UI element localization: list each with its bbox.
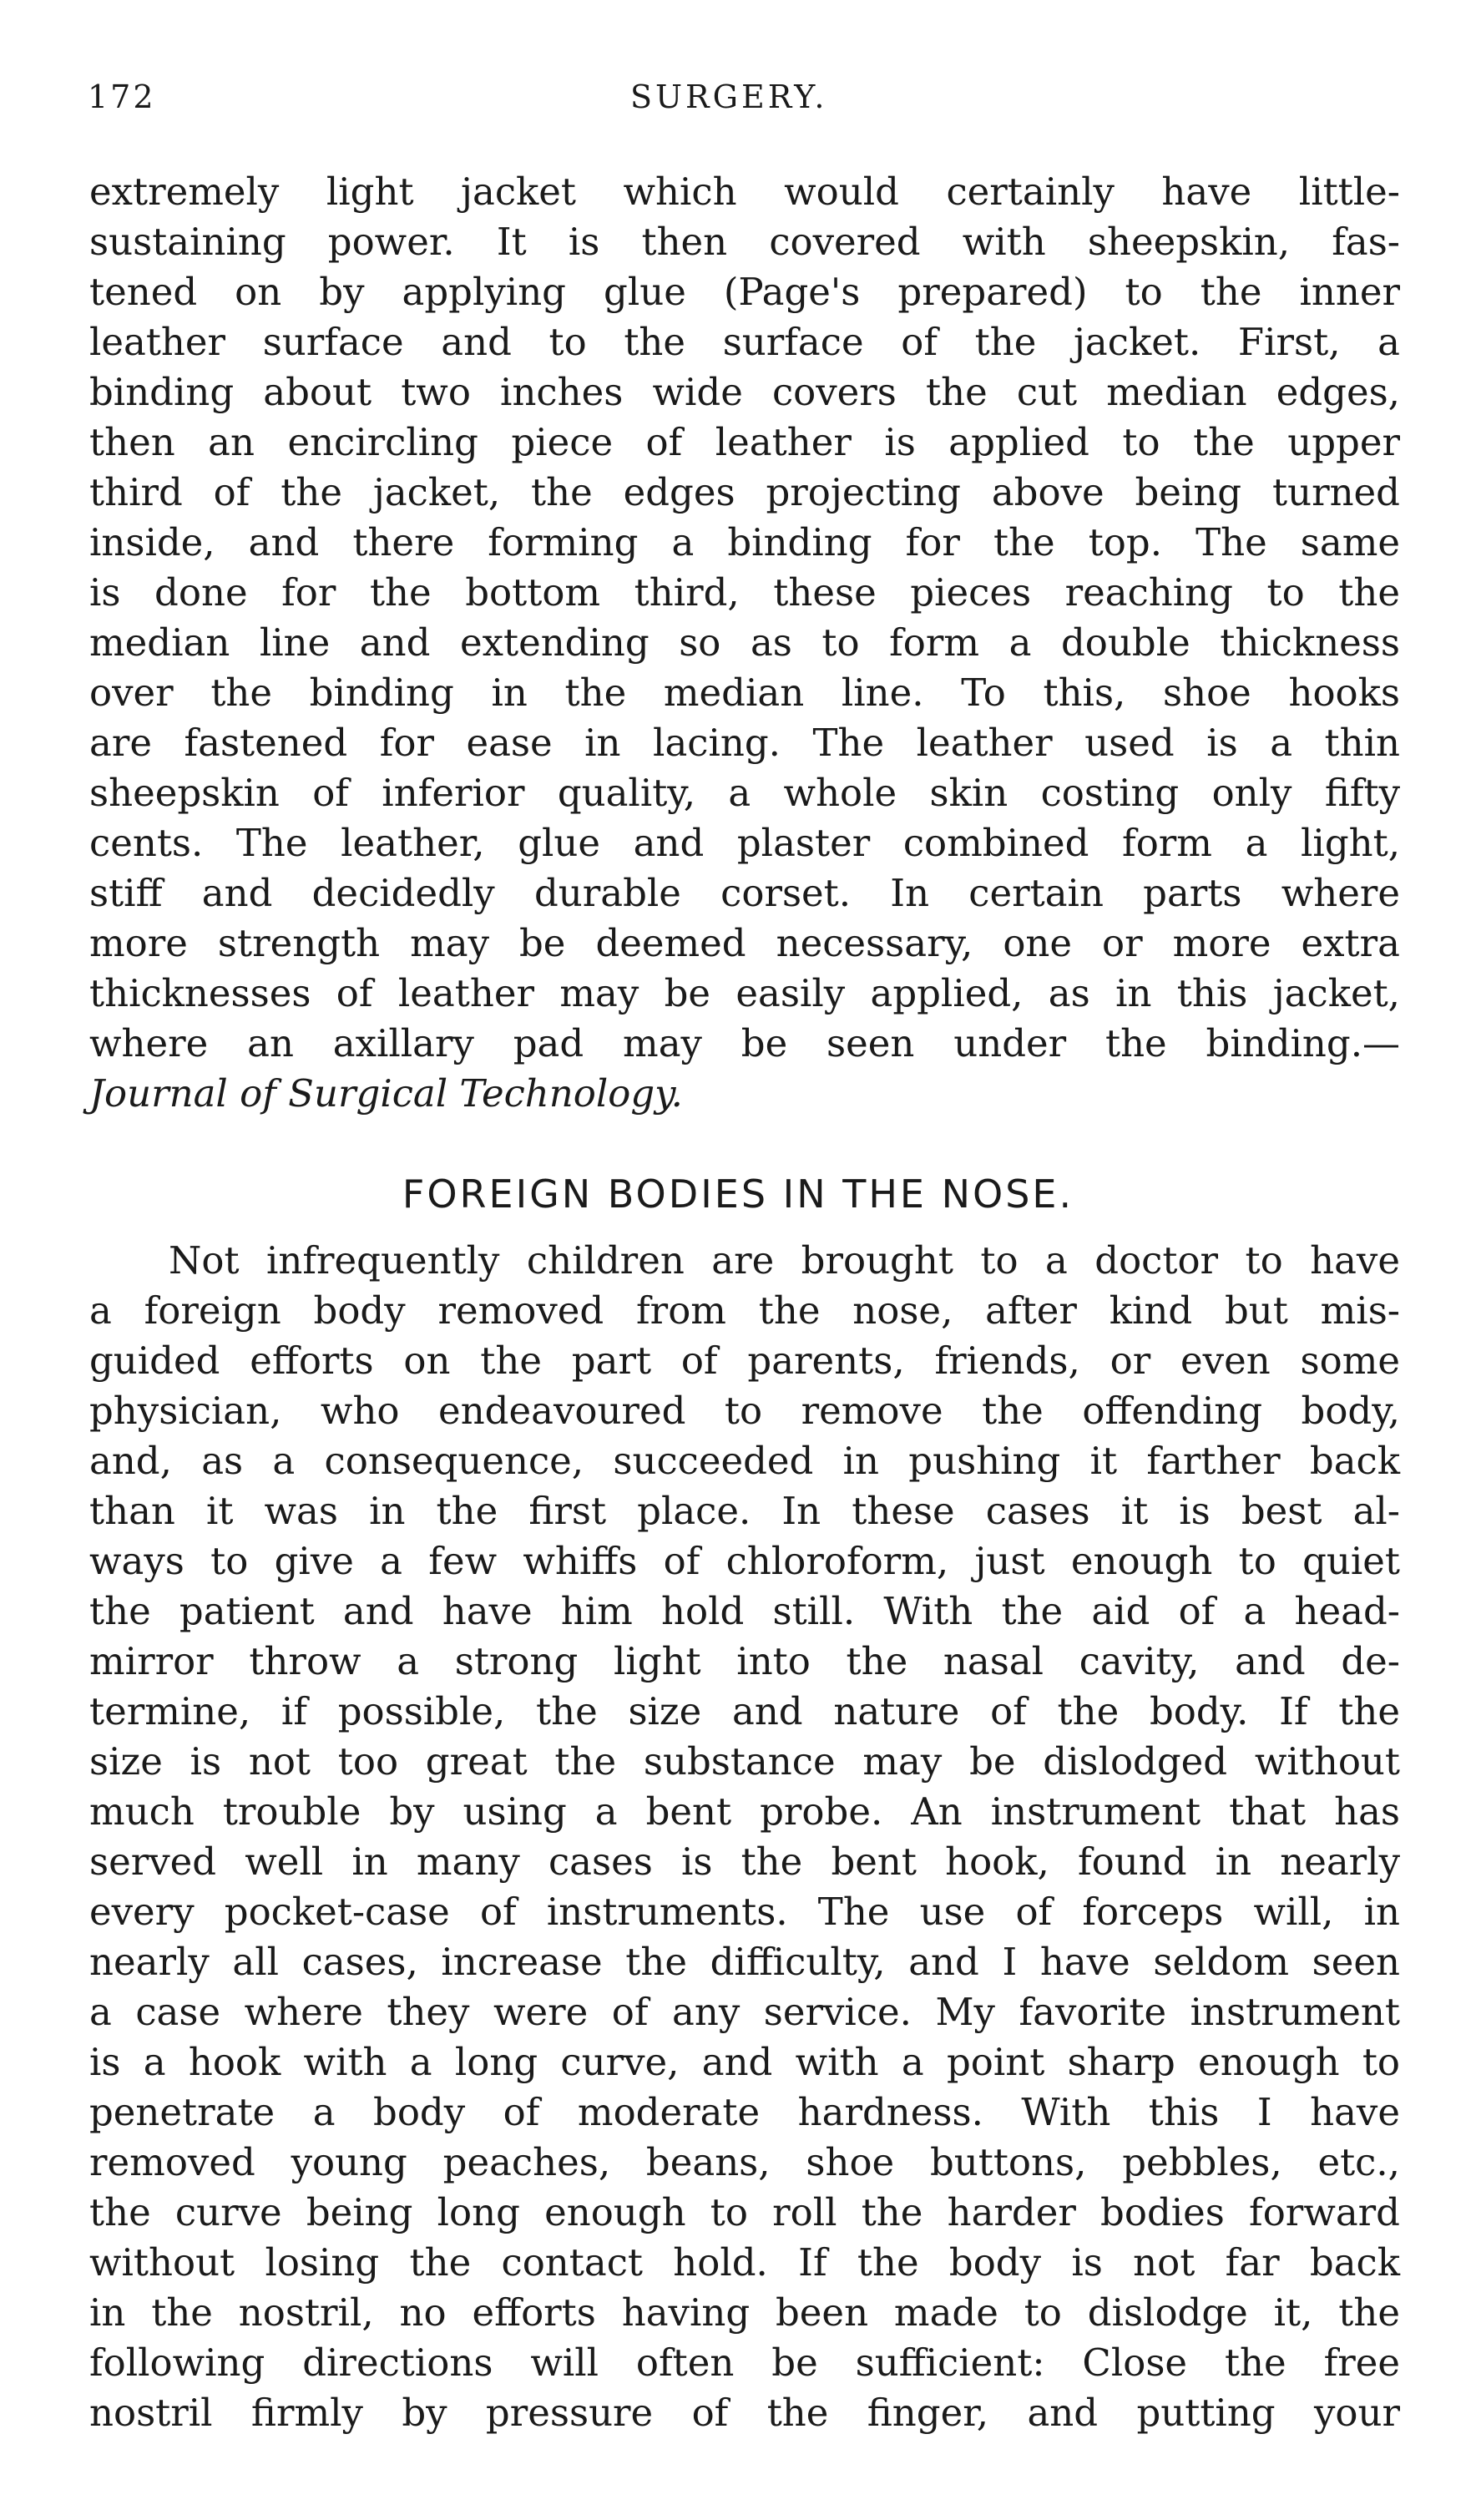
text-line: the curve being long enough to roll the harder bodies forward: [89, 2190, 1400, 2234]
text-line: are fastened for ease in lacing. The leather used is a thin: [89, 721, 1400, 765]
text-line: over the binding in the median line. To this, shoe hooks: [89, 670, 1400, 715]
text-line: where an axillary pad may be seen under the binding.—: [89, 1021, 1400, 1065]
text-line: thicknesses of leather may be easily applied, as in this jacket,: [89, 971, 1400, 1015]
text-line: sustaining power. It is then covered with sheepskin, fas-: [89, 220, 1400, 264]
text-line: Not infrequently children are brought to a doctor to have: [169, 1238, 1400, 1283]
text-line: than it was in the first place. In these cases it is best al-: [89, 1489, 1400, 1533]
text-line: sheepskin of inferior quality, a whole skin costing only fifty: [89, 771, 1400, 815]
text-line: every pocket-case of instruments. The use of forceps will, in: [89, 1890, 1400, 1934]
running-title: SURGERY.: [630, 78, 828, 115]
page-number: 172: [88, 78, 156, 115]
text-line: tened on by applying glue (Page's prepared) to the inner: [89, 270, 1400, 314]
text-line: physician, who endeavoured to remove the offending body,: [89, 1389, 1400, 1433]
running-head: [88, 78, 1423, 129]
text-line: inside, and there forming a binding for the top. The same: [89, 520, 1400, 564]
text-line: nearly all cases, increase the difficulty, and I have seldom seen: [89, 1940, 1400, 1984]
text-line: is a hook with a long curve, and with a point sharp enough to: [89, 2040, 1400, 2084]
paragraph-foreign-bodies: [89, 1236, 1400, 2438]
text-line: cents. The leather, glue and plaster combined form a light,: [89, 821, 1400, 865]
text-line: removed young peaches, beans, shoe buttons, pebbles, etc.,: [89, 2140, 1400, 2184]
text-line: the patient and have him hold still. With the aid of a head-: [89, 1589, 1400, 1633]
text-line: a foreign body removed from the nose, after kind but mis-: [89, 1288, 1400, 1333]
text-line: served well in many cases is the bent hook, found in nearly: [89, 1839, 1400, 1884]
text-line: without losing the contact hold. If the body is not far back: [89, 2240, 1400, 2285]
text-line: and, as a consequence, succeeded in pushing it farther back: [89, 1439, 1400, 1483]
text-line: is done for the bottom third, these pieces reaching to the: [89, 570, 1400, 615]
text-line: stiff and decidedly durable corset. In certain parts where: [89, 871, 1400, 915]
text-line: following directions will often be sufficient: Close the free: [89, 2340, 1400, 2385]
text-line: guided efforts on the part of parents, friends, or even some: [89, 1338, 1400, 1383]
text-line: mirror throw a strong light into the nasal cavity, and de-: [89, 1639, 1400, 1683]
source-citation: Journal of Surgical Technology.: [89, 1071, 683, 1116]
text-line: extremely light jacket which would certainly have little-: [89, 170, 1400, 214]
text-line: much trouble by using a bent probe. An instrument that has: [89, 1789, 1400, 1834]
text-line: more strength may be deemed necessary, one or more extra: [89, 921, 1400, 965]
text-line: ways to give a few whiffs of chloroform, just enough to quiet: [89, 1539, 1400, 1583]
text-line: a case where they were of any service. My favorite instrument: [89, 1990, 1400, 2034]
text-line: size is not too great the substance may be dislodged without: [89, 1739, 1400, 1784]
section-heading: FOREIGN BODIES IN THE NOSE.: [402, 1171, 1074, 1217]
text-line: in the nostril, no efforts having been made to dislodge it, the: [89, 2290, 1400, 2335]
text-line: then an encircling piece of leather is applied to the upper: [89, 420, 1400, 464]
text-line: termine, if possible, the size and nature of the body. If the: [89, 1689, 1400, 1733]
text-line: binding about two inches wide covers the cut median edges,: [89, 370, 1400, 414]
text-line: third of the jacket, the edges projecting above being turned: [89, 470, 1400, 514]
paragraph-corset: [89, 167, 1400, 1119]
text-line: nostril firmly by pressure of the finger, and putting your: [89, 2391, 1400, 2435]
text-line: leather surface and to the surface of the jacket. First, a: [89, 320, 1400, 364]
text-line: penetrate a body of moderate hardness. With this I have: [89, 2090, 1400, 2134]
text-line: median line and extending so as to form a double thickness: [89, 620, 1400, 665]
